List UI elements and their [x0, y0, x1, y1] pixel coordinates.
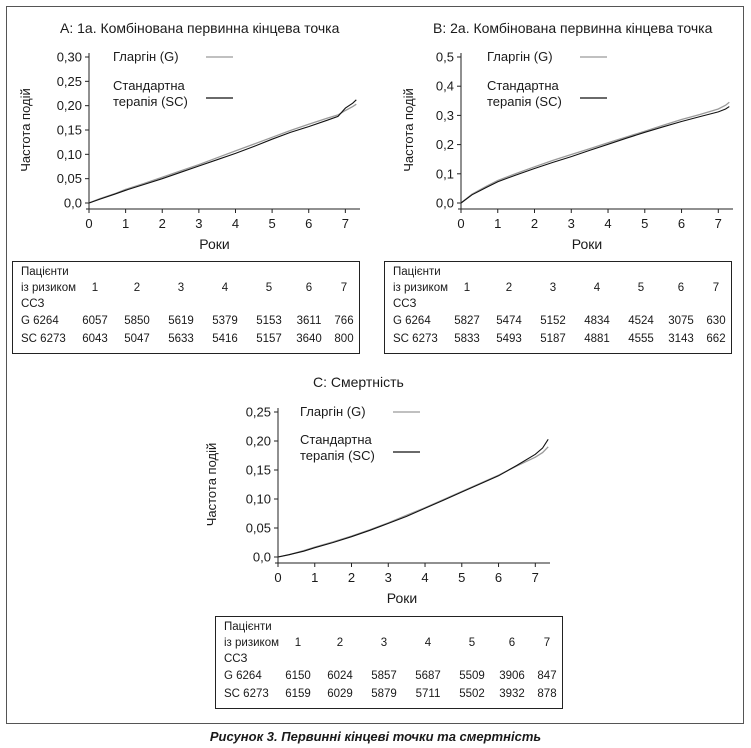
risk-year-header: 7	[712, 282, 720, 294]
risk-cell: 630	[706, 315, 726, 327]
chart-c-legend-glargine-label: Гларгін (G)	[300, 404, 366, 419]
chart-b-title: B: 2a. Комбінована первинна кінцева точка	[433, 20, 713, 36]
risk-cell: 5509	[459, 670, 485, 682]
risk-cell: 5879	[371, 688, 397, 700]
chart-a-ytick-label: 0,25	[56, 73, 82, 89]
risk-year-header: 7	[543, 637, 551, 649]
chart-a-xtick-label: 4	[231, 216, 240, 231]
risk-row-label: SC 6273	[21, 333, 66, 345]
chart-a-legend-standard-label: Стандартна терапія (SC)	[113, 78, 188, 109]
risk-cell: 5687	[415, 670, 441, 682]
risk-cell: 5047	[124, 333, 150, 345]
chart-c-xtick-label: 0	[274, 570, 282, 585]
chart-c-ytick-label: 0,10	[245, 491, 271, 507]
risk-cell: 4555	[628, 333, 654, 345]
risk-cell: 6057	[82, 315, 108, 327]
risk-subheader: ССЗ	[224, 653, 248, 665]
chart-b-legend-standard-label: Стандартна терапія (SC)	[487, 78, 562, 109]
risk-cell: 6150	[285, 670, 311, 682]
risk-year-header: 6	[508, 637, 516, 649]
risk-cell: 5827	[454, 315, 480, 327]
chart-b-ytick-label: 0,3	[435, 107, 454, 123]
risk-header-line2: із ризиком	[21, 282, 77, 294]
chart-a-xtick-label: 7	[341, 216, 349, 231]
chart-a-xtick-label: 6	[305, 216, 313, 231]
chart-b-xtick-label: 6	[677, 216, 686, 231]
risk-cell: 3075	[668, 315, 694, 327]
risk-subheader: ССЗ	[393, 298, 417, 310]
risk-header-line1: Пацієнти	[21, 266, 69, 278]
risk-year-header: 3	[177, 282, 185, 294]
risk-cell: 847	[537, 670, 557, 682]
chart-a-xtick-label: 3	[195, 216, 203, 231]
risk-cell: 3143	[668, 333, 694, 345]
risk-year-header: 1	[463, 282, 471, 294]
risk-header-line2: із ризиком	[224, 637, 280, 649]
chart-c-xtick-label: 2	[347, 570, 356, 585]
risk-year-header: 5	[468, 637, 476, 649]
risk-cell: 3640	[296, 333, 322, 345]
risk-row-label: G 6264	[393, 315, 431, 327]
risk-cell: 5416	[212, 333, 238, 345]
chart-b-ytick-label: 0,0	[435, 195, 454, 211]
risk-year-header: 5	[265, 282, 273, 294]
chart-a-ytick-label: 0,05	[56, 171, 82, 187]
chart-b-ytick-label: 0,1	[435, 166, 454, 182]
risk-cell: 5157	[256, 333, 282, 345]
risk-row-label: SC 6273	[224, 688, 269, 700]
chart-a-ytick-label: 0,20	[56, 98, 82, 114]
risk-cell: 5857	[371, 670, 397, 682]
risk-cell: 6029	[327, 688, 353, 700]
chart-b-xtick-label: 1	[494, 216, 502, 231]
chart-c-ytick-label: 0,05	[245, 520, 271, 536]
risk-cell: 3611	[296, 315, 322, 327]
chart-b-xtick-label: 3	[567, 216, 575, 231]
chart-b-xtick-label: 0	[457, 216, 465, 231]
risk-year-header: 2	[505, 282, 513, 294]
risk-year-header: 4	[424, 637, 432, 649]
chart-c-xtick-label: 7	[531, 570, 539, 585]
risk-year-header: 6	[677, 282, 685, 294]
chart-c-legend-standard-label: Стандартна терапія (SC)	[300, 432, 375, 463]
chart-c-xtick-label: 1	[311, 570, 319, 585]
risk-cell: 878	[537, 688, 557, 700]
risk-year-header: 4	[593, 282, 601, 294]
chart-c-xlabel: Роки	[386, 590, 418, 606]
risk-cell: 5152	[540, 315, 566, 327]
risk-cell: 6024	[327, 670, 353, 682]
chart-a-ytick-label: 0,10	[56, 146, 82, 162]
chart-a-xtick-label: 2	[158, 216, 166, 231]
risk-cell: 5633	[168, 333, 194, 345]
risk-cell: 662	[706, 333, 726, 345]
chart-b-legend-glargine-label: Гларгін (G)	[487, 49, 553, 64]
risk-cell: 5619	[168, 315, 194, 327]
risk-cell: 5153	[256, 315, 282, 327]
risk-year-header: 4	[221, 282, 229, 294]
chart-b-xtick-label: 2	[530, 216, 539, 231]
risk-cell: 6159	[285, 688, 311, 700]
chart-b-xtick-label: 4	[604, 216, 612, 231]
chart-c-xtick-label: 4	[421, 570, 429, 585]
chart-b-ylabel: Частота подій	[401, 88, 416, 172]
chart-a-xlabel: Роки	[199, 236, 230, 252]
chart-a-legend-glargine-label: Гларгін (G)	[113, 49, 179, 64]
risk-cell: 4834	[584, 315, 610, 327]
risk-cell: 5711	[415, 688, 441, 700]
chart-a-ytick-label: 0,30	[56, 49, 82, 65]
risk-header-line1: Пацієнти	[393, 266, 441, 278]
chart-c-ytick-label: 0,0	[252, 549, 271, 565]
risk-cell: 5187	[540, 333, 566, 345]
chart-c-ytick-label: 0,15	[245, 462, 271, 478]
risk-cell: 5833	[454, 333, 480, 345]
chart-c-title: C: Смертність	[313, 374, 404, 390]
chart-c-xtick-label: 3	[384, 570, 392, 585]
chart-b-xtick-label: 7	[714, 216, 722, 231]
chart-a-ylabel: Частота подій	[18, 88, 33, 172]
risk-cell: 5850	[124, 315, 150, 327]
risk-cell: 5502	[459, 688, 485, 700]
risk-table-c	[215, 616, 563, 709]
risk-cell: 5379	[212, 315, 238, 327]
risk-year-header: 7	[340, 282, 348, 294]
risk-cell: 4524	[628, 315, 654, 327]
chart-b-xtick-label: 5	[641, 216, 649, 231]
risk-cell: 800	[334, 333, 354, 345]
risk-cell: 6043	[82, 333, 108, 345]
chart-b-ytick-label: 0,2	[435, 137, 454, 153]
chart-b-xlabel: Роки	[571, 236, 603, 252]
risk-header-line2: із ризиком	[393, 282, 449, 294]
risk-year-header: 5	[637, 282, 645, 294]
risk-subheader: ССЗ	[21, 298, 45, 310]
risk-cell: 5493	[496, 333, 522, 345]
risk-cell: 5474	[496, 315, 522, 327]
risk-year-header: 2	[133, 282, 141, 294]
risk-cell: 4881	[584, 333, 610, 345]
risk-year-header: 1	[91, 282, 99, 294]
chart-c-ytick-label: 0,20	[245, 433, 271, 449]
risk-year-header: 3	[549, 282, 557, 294]
risk-row-label: G 6264	[21, 315, 59, 327]
chart-c-series-glargine	[278, 447, 548, 557]
chart-b-ytick-label: 0,5	[435, 49, 454, 65]
risk-year-header: 6	[305, 282, 313, 294]
chart-a-xtick-label: 5	[268, 216, 276, 231]
chart-a-xtick-label: 0	[85, 216, 93, 231]
chart-b-ytick-label: 0,4	[435, 78, 454, 94]
risk-year-header: 3	[380, 637, 388, 649]
figure-caption: Рисунок 3. Первинні кінцеві точки та смертність	[209, 729, 542, 744]
risk-cell: 766	[334, 315, 354, 327]
chart-a-xtick-label: 1	[122, 216, 130, 231]
chart-a-ytick-label: 0,15	[56, 122, 82, 138]
chart-a-title: A: 1a. Комбінована первинна кінцева точка	[60, 20, 340, 36]
risk-header-line1: Пацієнти	[224, 621, 272, 633]
chart-c-ylabel: Частота подій	[204, 442, 219, 527]
chart-c-ytick-label: 0,25	[245, 404, 271, 420]
chart-c-xtick-label: 5	[458, 570, 466, 585]
chart-a-ytick-label: 0,0	[63, 195, 82, 211]
risk-row-label: G 6264	[224, 670, 262, 682]
risk-cell: 3932	[499, 688, 525, 700]
risk-year-header: 1	[294, 637, 302, 649]
risk-year-header: 2	[336, 637, 344, 649]
risk-row-label: SC 6273	[393, 333, 438, 345]
risk-cell: 3906	[499, 670, 525, 682]
chart-c-xtick-label: 6	[494, 570, 503, 585]
